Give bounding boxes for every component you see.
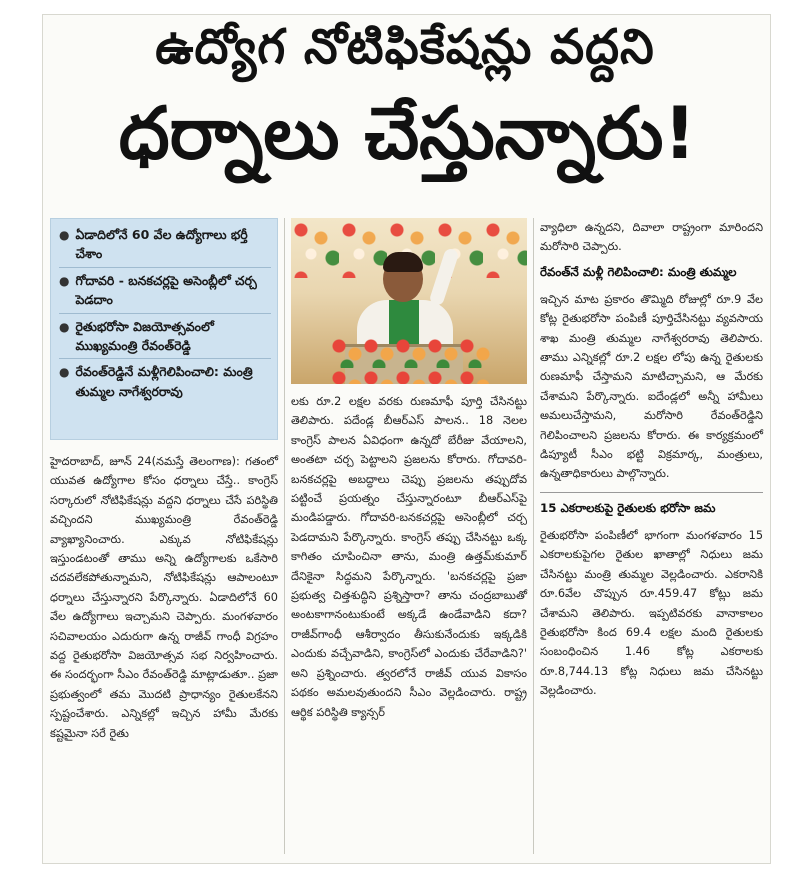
highlight-text: గోదావరి - బనకచర్లపై అసెంబ్లీలో చర్చ పెడదాం bbox=[75, 272, 257, 308]
column-divider bbox=[284, 218, 285, 854]
column-divider bbox=[533, 218, 534, 854]
speaker-hair bbox=[383, 252, 423, 272]
highlight-text: రేవంత్‌రెడ్డినే మళ్లీగెలిపించాలి: మంత్రి తుమ్మల నాగేశ్వరరావు bbox=[75, 364, 253, 399]
headline-line-1: ఉద్యోగ నోటిఫికేషన్లు వద్దని bbox=[155, 19, 655, 75]
column-2 bbox=[291, 218, 527, 722]
headline-line-2: ధర్నాలు చేస్తున్నారు! bbox=[118, 91, 697, 175]
article-text-col3a: వ్యాధిలా ఉన్నదని, దివాలా రాష్ట్రంగా మారిందని మరోసారి చెప్పారు. bbox=[540, 221, 763, 254]
highlights-box bbox=[50, 218, 278, 440]
highlight-item bbox=[59, 225, 271, 268]
article-text-col2: లకు రూ.2 లక్షల వరకు రుణమాఫీ పూర్తి చేసినట్టు తెలిపారు. పదేండ్ల బీఆర్‌ఎస్ పాలన.. 18 నెలల కాంగ్రెస్ పాలన ఏవిధంగా ఉన్నదో బేరీజు వేయాలని, అంతటా చర్చ పెట్టాలని ప్రజలను కోరారు. గోదావరి-బనకచర్లపై అబద్ధాలు చెప్పు ప్రజలను తప్పుదోవ పట్టించే ప్రయత్నం చేస్తున్నారంటూ బీఆర్‌ఎస్‌పై మండిపడ్డారు. గోదావరి-బనకచర్లపై అసెంబ్లీలో చర్చ పెడదామని పేర్కొన్నారు. కాంగ్రెస్ తప్పు చేసినట్టు ఒక్క కాగితం చూపించినా తాను, మంత్రి ఉత్తమ్‌కుమార్ దేనికైనా సిద్ధమని పేర్కొన్నారు. 'బనకచర్లపై ప్రజా ప్రభుత్వ చిత్తశుద్ధిని ప్రశ్నిస్తారా? తాను చంద్రబాబుతో అంటకాగానంటుకుంటే అక్కడే ఉండేవాడిని కదా? రాజీవ్‌గాంధీ ఆశీర్వాదం తీసుకునేందుకు ఇక్కడికి ఎందుకు వచ్చేవాడిని, కాంగ్రెస్‌లో ఎందుకు చేరేవాడిని?' అని ప్రశ్నించారు. త్వరలోనే రాజీవ్ యువ వికాసం పథకం అమలవుతుందని సీఎం వెల్లడించారు. రాష్ట్ర ఆర్థిక పరిస్థితి క్యాన్సర్ bbox=[291, 395, 527, 719]
bullet-icon: ● bbox=[59, 365, 70, 380]
highlight-text: రైతుభరోసా విజయోత్సవంలో ముఖ్యమంత్రి రేవంత్‌రెడ్డి bbox=[75, 318, 214, 353]
article-text-col3b: ఇచ్చిన మాట ప్రకారం తొమ్మిది రోజుల్లో రూ.9 వేల కోట్ల రైతుభరోసా పంపిణీ పూర్తిచేసినట్టు వ్యవసాయ శాఖ మంత్రి తుమ్మల నాగేశ్వరరావు తెలిపారు. తాము ఎన్నికల్లో రూ.2 లక్షల లోపు ఉన్న రైతులకు రుణమాఫీ చేస్తామని మాటిచ్చామని, ఆ మేరకు చేశామని పేర్కొన్నారు. ఐదేండ్లలో అన్నీ హామీలు అమలుచేస్తామని, మరోసారి రేవంత్‌రెడ్డిని గెలిపించాలని ప్రజలను కోరారు. ఈ కార్యక్రమంలో డిప్యూటీ సీఎం భట్టి విక్రమార్క, మంత్రులు, ఉన్నతాధికారులు పాల్గొన్నారు. bbox=[540, 292, 763, 481]
highlight-item bbox=[59, 317, 271, 360]
bullet-icon: ● bbox=[59, 273, 70, 288]
highlight-item bbox=[59, 271, 271, 314]
column-3 bbox=[540, 218, 763, 701]
highlight-item bbox=[59, 362, 271, 404]
subheading: రేవంత్‌నే మళ్లీ గెలిపించాలి: మంత్రి తుమ్మల bbox=[540, 264, 737, 279]
column-1 bbox=[50, 218, 278, 743]
article-text-col1: హైదరాబాద్, జూన్ 24(నమస్తే తెలంగాణ): గతంలో యువత ఉద్యోగాల కోసం ధర్నాలు చేస్తే.. కాంగ్రెస్ సర్కారులో నోటిఫికేషన్లు వద్దని ధర్నాలు చేసే పరిస్థితి వచ్చిందని ముఖ్యమంత్రి రేవంత్‌రెడ్డి వ్యాఖ్యానించారు. ఎక్కువ నోటిఫికేషన్లు ఇస్తుండటంతో తాము అన్ని ఉద్యోగాలకు ఒకేసారి చదవలేకపోతున్నామని, నోటిఫికేషన్లు ఆపాలంటూ ధర్నాలు చేస్తున్నారని పేర్కొన్నారు. ఏడాదిలోనే 60 వేల ఉద్యోగాలు ఇచ్చామని చెప్పారు. మంగళవారం సచివాలయం ఎదురుగా ఉన్న రాజీవ్ గాంధీ విగ్రహం వద్ద రైతుభరోసా విజయోత్సవ సభ నిర్వహించారు. ఈ సందర్భంగా సీఎం రేవంత్‌రెడ్డి మాట్లాడుతూ.. ప్రజా ప్రభుత్వంలో తమ మొదటి ప్రాధాన్యం రైతులకేనని స్పష్టంచేశారు. ఎన్నికల్లో ఇచ్చిన హామీ మేరకు కష్టమైనా సరే రైతు bbox=[50, 455, 278, 740]
bullet-icon: ● bbox=[59, 228, 70, 242]
speaker-photo-icon bbox=[291, 218, 527, 384]
article-text-col3c: రైతుభరోసా పంపిణీలో భాగంగా మంగళవారం 15 ఎకరాలకుపైగల రైతుల ఖాతాల్లో నిధులు జమ చేసినట్టు మంత్రి తుమ్మల వెల్లడించారు. ఎకరానికి రూ.6వేల చొప్పున రూ.459.47 కోట్లు జమ చేశామని తెలిపారు. ఇప్పటివరకు వానాకాలం రైతుభరోసా కింద 69.4 లక్షల మంది రైతులకు సంబంధించిన 1.46 కోట్ల ఎకరాలకు రూ.8,744.13 కోట్ల నిధులు జమ చేసినట్టు వెల్లడించారు. bbox=[540, 528, 763, 698]
flower-decoration bbox=[331, 336, 491, 384]
subheading: 15 ఎకరాలకుపై రైతులకు భరోసా జమ bbox=[540, 492, 763, 518]
highlight-text: ఏడాదిలోనే 60 వేల ఉద్యోగాలు భర్తీ చేశాం bbox=[75, 227, 248, 262]
bullet-icon: ● bbox=[59, 319, 70, 334]
